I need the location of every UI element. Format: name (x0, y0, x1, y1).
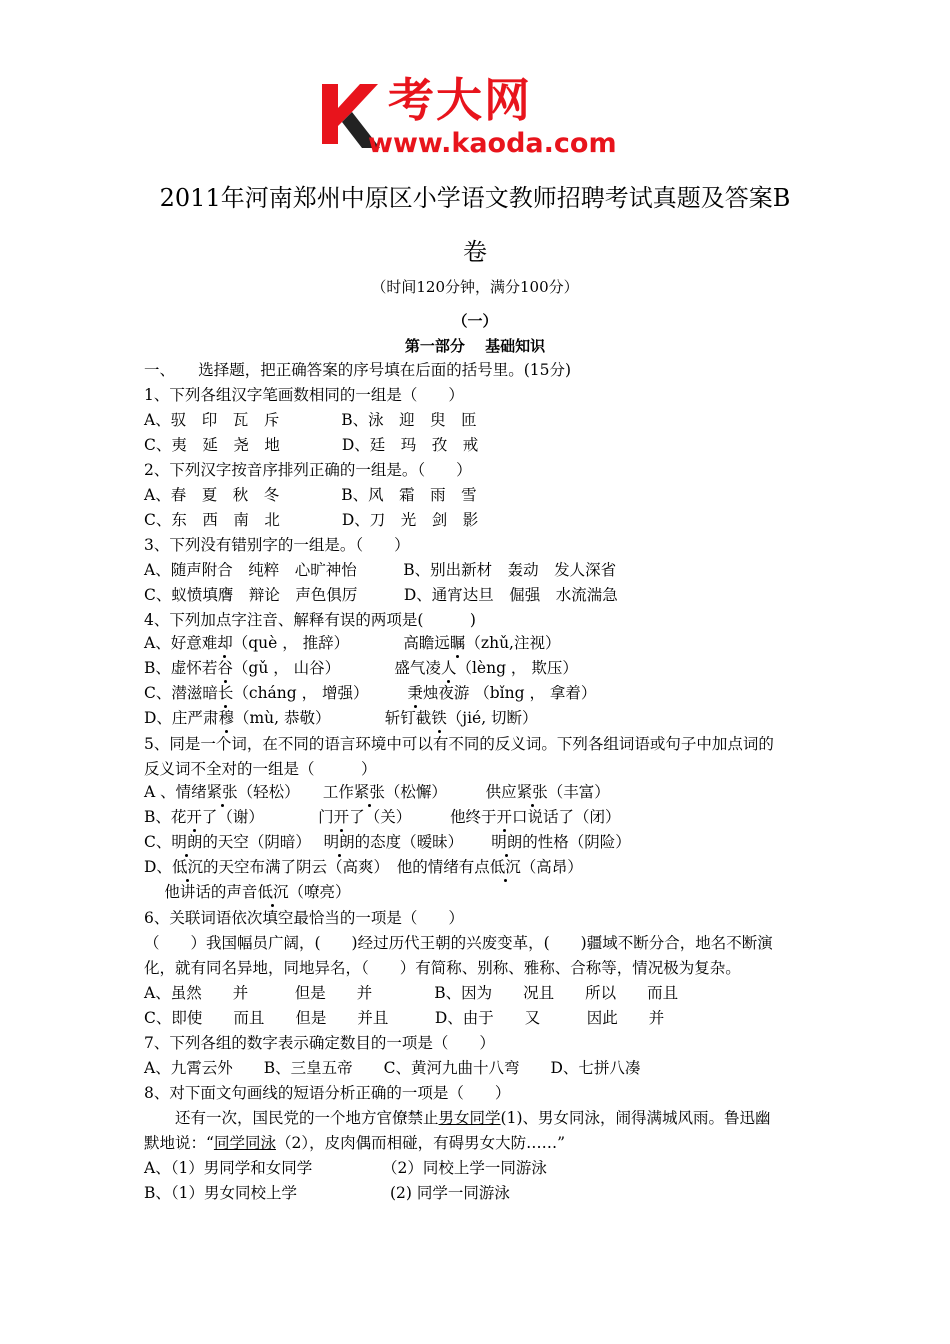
section-label: （一） (452, 312, 498, 330)
dotted-word: 低沉 (171, 858, 203, 876)
kaoda-logo (318, 73, 638, 162)
dotted-word: 紧张 (516, 783, 548, 801)
question-line: C、蚁愤填膺 辩论 声色俱厉 D、通宵达旦 倔强 水流湍急 (144, 586, 618, 604)
question-line: A、（1）男同学和女同学 （2）同校上学一同游泳 (144, 1159, 547, 1177)
question-line: D、庄严肃穆（mù, 恭敬） 斩钉截铁（jié, 切断） (144, 709, 538, 727)
question-line: C、潜滋暗长（cháng ， 增强） 秉烛夜游 （bǐng ， 拿着） (144, 684, 597, 702)
question-line: 还有一次，国民党的一个地方官僚禁止男女同学(1)、男女同泳，闹得满城风雨。鲁迅幽 (144, 1109, 771, 1127)
dotted-char: 铁 (431, 709, 447, 727)
underlined-phrase: 男女同学 (438, 1109, 501, 1127)
question-line: A、虽然 并 但是 并 B、因为 况且 所以 而且 (144, 984, 679, 1002)
question-line: C、夷 延 尧 地 D、廷 玛 孜 戒 (144, 436, 479, 454)
question-line: 反义词不全对的一组是（ ） (144, 760, 377, 778)
question-line: C、即使 而且 但是 并且 D、由于 又 因此 并 (144, 1009, 665, 1027)
question-line: 他讲话的声音低沉（嘹亮） (144, 883, 351, 901)
dotted-word: 低沉 (489, 858, 521, 876)
question-line: 6、关联词语依次填空最恰当的一项是（ ） (144, 909, 464, 927)
question-line: A 、情绪紧张（轻松） 工作紧张（松懈） 供应紧张（丰富） (144, 783, 610, 801)
time-note: （时间120分钟，满分100分） (371, 278, 579, 296)
question-line: 4、下列加点字注音、解释有误的两项是( ) (144, 611, 476, 629)
dotted-word: 开 (496, 808, 512, 826)
question-line: A、随声附合 纯粹 心旷神怡 B、别出新材 轰动 发人深省 (144, 561, 617, 579)
dotted-char: 瞩 (449, 634, 466, 652)
document-title-line2: 卷 (463, 238, 487, 266)
logo-chinese: 考大网 (388, 73, 532, 127)
question-line: D、低沉的天空布满了阴云（高爽） 他的情绪有点低沉（高昂） (144, 858, 583, 876)
question-line: A、好意难却（què ， 推辞） 高瞻远瞩（zhǔ,注视） (144, 634, 561, 652)
dotted-word: 开 (333, 808, 350, 826)
question-line: B、虚怀若谷（gǔ ， 山谷） 盛气凌人（lèng ， 欺压） (144, 659, 578, 677)
dotted-word: 紧张 (353, 783, 385, 801)
question-line: A、九霄云外 B、三皇五帝 C、黄河九曲十八弯 D、七拼八凑 (144, 1059, 641, 1077)
question-line: A、春 夏 秋 冬 B、风 霜 雨 雪 (144, 486, 477, 504)
question-line: 3、下列没有错别字的一组是。（ ） (144, 536, 410, 554)
document-title-line1: 2011年河南郑州中原区小学语文教师招聘考试真题及答案B (159, 184, 791, 212)
dotted-char: 却 (217, 634, 233, 652)
question-line: B、（1）男女同校上学 (2) 同学一同游泳 (144, 1184, 510, 1202)
question-line: B、花开了（谢） 门开了（关） 他终于开口说话了（闭） (144, 808, 621, 826)
dotted-char: 穆 (218, 709, 234, 727)
question-line: 一、 选择题，把正确答案的序号填在后面的括号里。(15分) (144, 361, 572, 379)
question-line: C、东 西 南 北 D、刀 光 剑 影 (144, 511, 479, 529)
part-title: 第一部分 基础知识 (404, 337, 546, 355)
dotted-word: 低沉 (257, 883, 289, 901)
dotted-char: 谷 (217, 659, 233, 677)
dotted-char: 人 (440, 659, 457, 677)
question-line: 5、同是一个词，在不同的语言环境中可以有不同的反义词。下列各组词语或句子中加点词的 (144, 735, 774, 753)
dotted-word: 紧张 (206, 783, 238, 801)
dotted-word: 明朗 (323, 833, 355, 851)
question-line: 2、下列汉字按音序排列正确的一组是。（ ） (144, 461, 472, 479)
question-line: A、驭 印 瓦 斥 B、泳 迎 臾 匝 (144, 411, 477, 429)
question-line: 7、下列各组的数字表示确定数目的一项是（ ） (144, 1034, 495, 1052)
question-line: 1、下列各组汉字笔画数相同的一组是（ ） (144, 386, 464, 404)
dotted-char: 长 (217, 684, 234, 702)
dotted-word: 开 (186, 808, 202, 826)
question-line: 8、对下面文句画线的短语分析正确的一项是（ ） (144, 1084, 511, 1102)
question-line: 化，就有同名异地，同地异名，（ ）有简称、别称、雅称、合称等，情况极为复杂。 (144, 959, 741, 977)
question-line: 默地说：“同学同泳（2），皮肉偶而相碰，有碍男女大防……” (144, 1134, 565, 1152)
underlined-phrase: 同学同泳 (213, 1134, 276, 1152)
logo-url: www.kaoda.com (368, 128, 617, 159)
question-line: （ ）我国幅员广阔，( )经过历代王朝的兴废变革，( )疆域不断分合，地名不断演 (144, 934, 773, 952)
dotted-char: 秉 (407, 684, 423, 702)
dotted-word: 明朗 (171, 833, 203, 851)
question-line: C、明朗的天空（阴暗） 明朗的态度（暧昧） 明朗的性格（阴险） (144, 833, 631, 851)
dotted-word: 明朗 (491, 833, 523, 851)
